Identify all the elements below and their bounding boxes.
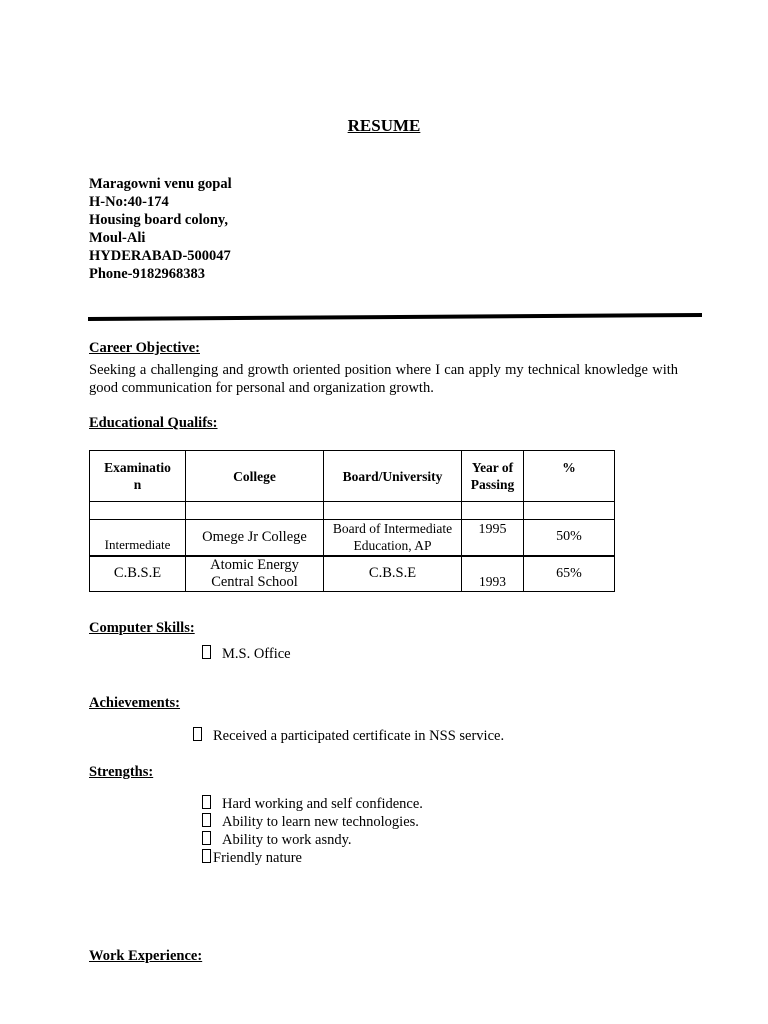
table-row <box>90 556 615 592</box>
header-examination <box>90 451 186 502</box>
list-item-text: Received a participated certificate in NSS service. <box>213 728 505 744</box>
header-exam-line1: Examinatio <box>104 460 171 475</box>
phone: Phone-9182968383 <box>89 266 205 282</box>
education-table <box>89 450 615 592</box>
career-objective-text: Seeking a challenging and growth oriented position where I can apply my technical knowledge with good communication for personal and organization growth. <box>89 362 678 396</box>
table-row-empty <box>90 502 615 520</box>
cell-college: Omege Jr College <box>186 520 324 556</box>
list-item-text: Friendly nature <box>213 850 302 866</box>
header-percent: % <box>524 451 615 502</box>
bullet-box-icon <box>202 645 211 659</box>
divider-rule <box>88 313 702 321</box>
empty-cell <box>524 502 615 520</box>
header-year-line2: Passing <box>470 477 515 492</box>
header-board: Board/University <box>324 451 462 502</box>
header-year-line1: Year of <box>471 460 514 475</box>
house-number: H-No:40-174 <box>89 194 169 210</box>
list-item-text: Ability to learn new technologies. <box>222 814 419 830</box>
cell-college <box>186 556 324 592</box>
contact-block <box>89 175 232 283</box>
list-item-text: Ability to work asndy. <box>222 832 352 848</box>
empty-cell <box>462 502 524 520</box>
cell-percent: 65% <box>524 556 615 592</box>
bullet-box-icon <box>202 813 211 827</box>
achievements-heading: Achievements: <box>89 695 181 711</box>
header-exam-line2: n <box>133 477 142 492</box>
candidate-name: Maragowni venu gopal <box>89 176 232 192</box>
list-item-text: M.S. Office <box>222 646 291 662</box>
header-year <box>462 451 524 502</box>
education-heading: Educational Qualifs: <box>89 415 218 431</box>
bullet-box-icon <box>202 831 211 845</box>
computer-skills-heading: Computer Skills: <box>89 620 195 636</box>
list-item <box>202 849 302 867</box>
cell-board: C.B.S.E <box>324 556 462 592</box>
cell-year: 1995 <box>462 520 524 556</box>
empty-cell <box>90 502 186 520</box>
header-college: College <box>186 451 324 502</box>
table-row <box>90 520 615 556</box>
bullet-box-icon <box>193 727 202 741</box>
list-item <box>193 727 504 745</box>
cell-exam: Intermediate <box>90 520 186 556</box>
cell-year: 1993 <box>462 556 524 592</box>
bullet-box-icon <box>202 795 211 809</box>
work-experience-heading: Work Experience: <box>89 948 203 964</box>
cell-college-line1: Atomic Energy <box>210 556 299 573</box>
page-title: RESUME <box>347 116 421 135</box>
cell-board <box>324 520 462 556</box>
city: HYDERABAD-500047 <box>89 248 231 264</box>
bullet-box-icon <box>202 849 211 863</box>
colony: Housing board colony, <box>89 212 228 228</box>
list-item <box>202 795 423 813</box>
cell-board-line1: Board of Intermediate <box>332 521 453 537</box>
list-item <box>202 645 291 663</box>
list-item <box>202 813 419 831</box>
strengths-heading: Strengths: <box>89 764 154 780</box>
career-objective-heading: Career Objective: <box>89 340 200 356</box>
cell-college-line2: Central School <box>211 573 298 590</box>
cell-board-line2: Education, AP <box>353 538 432 554</box>
cell-exam: C.B.S.E <box>90 556 186 592</box>
empty-cell <box>186 502 324 520</box>
list-item-text: Hard working and self confidence. <box>222 796 423 812</box>
area: Moul-Ali <box>89 230 146 246</box>
table-header-row <box>90 451 615 502</box>
cell-percent: 50% <box>524 520 615 556</box>
list-item <box>202 831 352 849</box>
empty-cell <box>324 502 462 520</box>
